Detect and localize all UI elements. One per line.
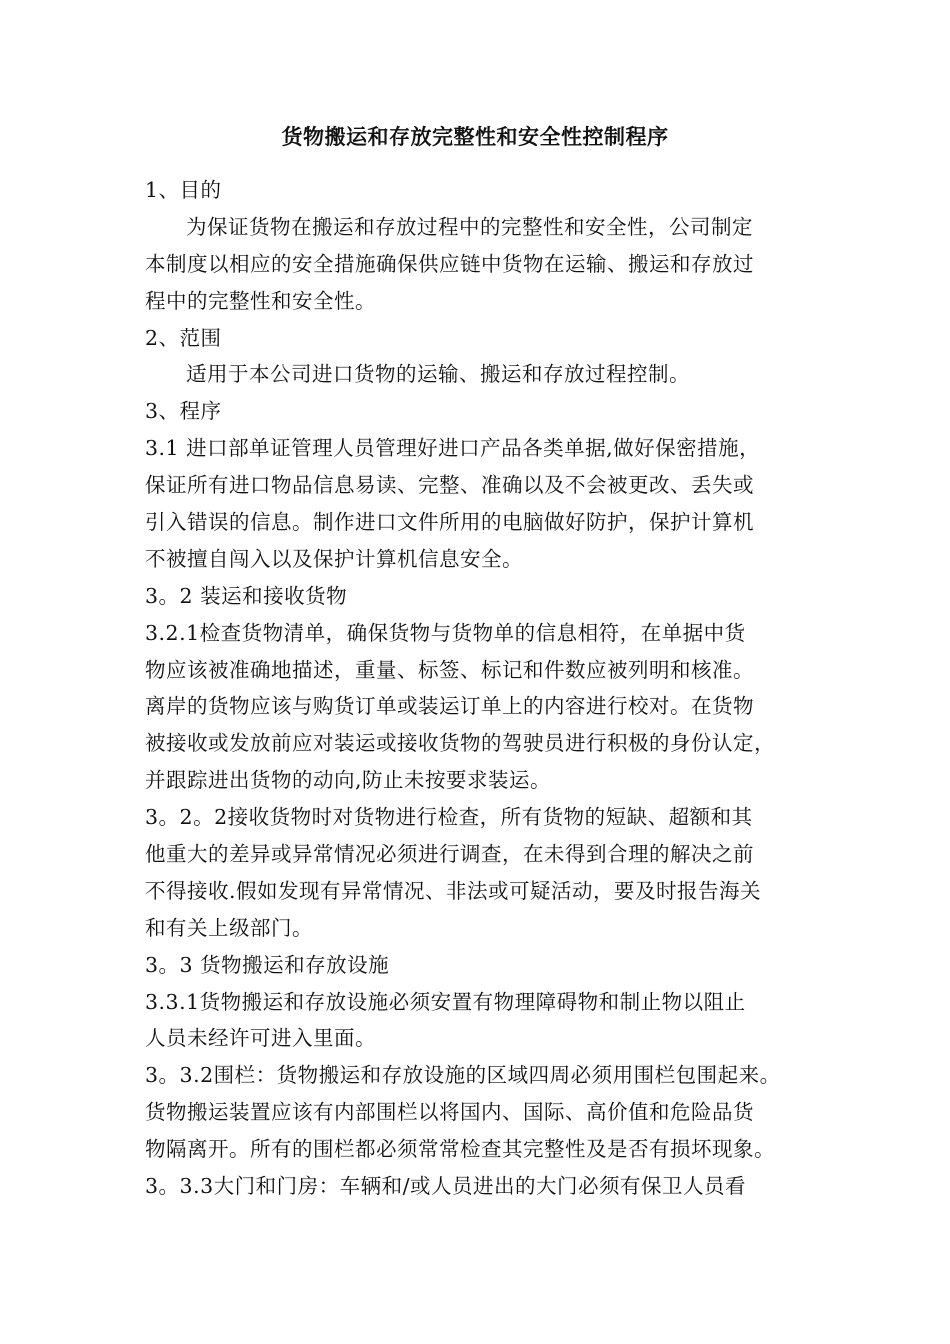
paragraph-line: 3.3.1货物搬运和存放设施必须安置有物理障碍物和制止物以阻止 bbox=[145, 989, 746, 1014]
subsection-heading: 3。2 装运和接收货物 bbox=[145, 583, 348, 608]
paragraph-line: 3。3.2围栏：货物搬运和存放设施的区域四周必须用围栏包围起来。 bbox=[145, 1063, 781, 1088]
paragraph-line: 离岸的货物应该与购货订单或装运订单上的内容进行校对。在货物 bbox=[145, 694, 754, 719]
paragraph-line: 3。3.3大门和门房：车辆和/或人员进出的大门必须有保卫人员看 bbox=[145, 1174, 747, 1199]
paragraph-line: 不被擅自闯入以及保护计算机信息安全。 bbox=[145, 546, 523, 571]
paragraph-line: 3.1 进口部单证管理人员管理好进口产品各类单据,做好保密措施， bbox=[145, 436, 761, 461]
document-title: 货物搬运和存放完整性和安全性控制程序 bbox=[281, 124, 669, 149]
section-heading-purpose: 1、目的 bbox=[145, 178, 222, 202]
paragraph-line: 人员未经许可进入里面。 bbox=[145, 1026, 376, 1051]
paragraph-line: 程中的完整性和安全性。 bbox=[145, 288, 376, 313]
section-heading-scope: 2、范围 bbox=[145, 325, 222, 350]
document-body bbox=[145, 172, 825, 1205]
paragraph-line: 引入错误的信息。制作进口文件所用的电脑做好防护，保护计算机 bbox=[145, 510, 754, 535]
paragraph-line: 不得接收.假如发现有异常情况、非法或可疑活动，要及时报告海关 bbox=[145, 878, 762, 903]
paragraph-line: 物应该被准确地描述，重量、标签、标记和件数应被列明和核准。 bbox=[145, 657, 754, 682]
paragraph-line: 适用于本公司进口货物的运输、搬运和存放过程控制。 bbox=[186, 362, 690, 387]
paragraph-line: 货物搬运装置应该有内部围栏以将国内、国际、高价值和危险品货 bbox=[145, 1100, 754, 1125]
paragraph-line: 并跟踪进出货物的动向,防止未按要求装运。 bbox=[145, 768, 552, 793]
subsection-heading: 3。3 货物搬运和存放设施 bbox=[145, 952, 390, 977]
paragraph-line: 3.2.1检查货物清单，确保货物与货物单的信息相符，在单据中货 bbox=[145, 620, 746, 645]
paragraph-line: 被接收或发放前应对装运或接收货物的驾驶员进行积极的身份认定， bbox=[145, 731, 775, 756]
paragraph-line: 保证所有进口物品信息易读、完整、准确以及不会被更改、丢失或 bbox=[145, 473, 754, 498]
paragraph-line: 物隔离开。所有的围栏都必须常常检查其完整性及是否有损坏现象。 bbox=[145, 1137, 775, 1162]
paragraph-line: 3。2。2接收货物时对货物进行检查，所有货物的短缺、超额和其 bbox=[145, 805, 753, 830]
paragraph-line: 为保证货物在搬运和存放过程中的完整性和安全性，公司制定 bbox=[186, 214, 753, 239]
paragraph-line: 本制度以相应的安全措施确保供应链中货物在运输、搬运和存放过 bbox=[145, 251, 754, 276]
section-heading-procedure: 3、程序 bbox=[145, 399, 222, 424]
paragraph-line: 和有关上级部门。 bbox=[145, 915, 313, 940]
paragraph-line: 他重大的差异或异常情况必须进行调查，在未得到合理的解决之前 bbox=[145, 842, 754, 867]
